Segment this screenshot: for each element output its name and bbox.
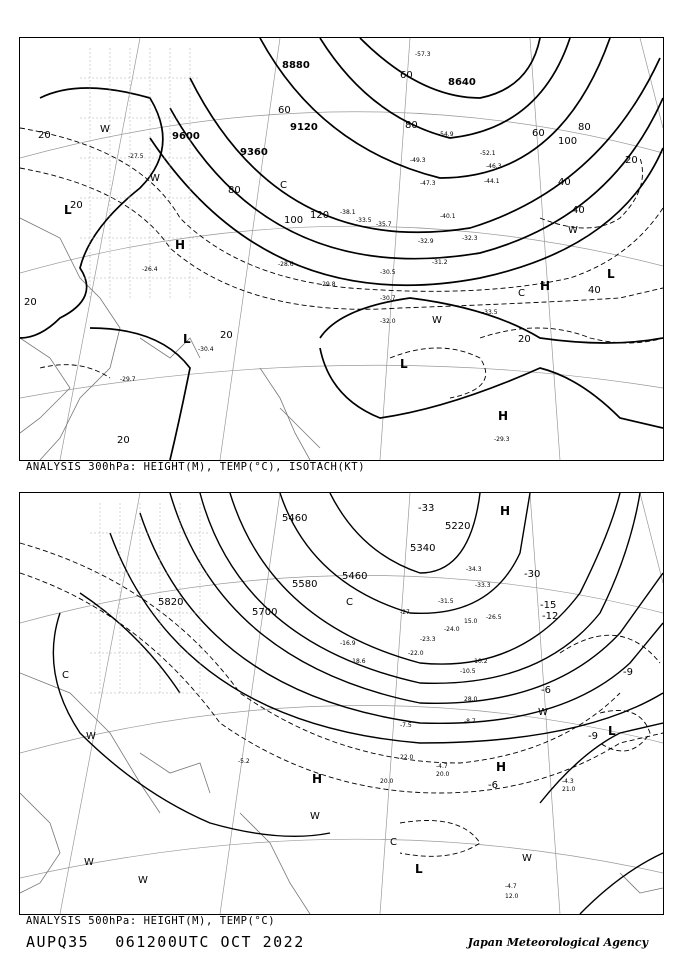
temperature-label: -30.5 <box>380 269 396 276</box>
temperature-label: -27 <box>400 609 410 616</box>
warm-center: W <box>100 124 110 135</box>
isotach-label: 20 <box>24 297 37 308</box>
cold-center: C <box>62 670 69 681</box>
pressure-centers <box>62 504 616 886</box>
height-contours <box>20 38 663 460</box>
isotach-contours <box>20 128 663 398</box>
coastlines <box>20 673 663 914</box>
map-500hpa <box>19 492 664 915</box>
temperature-label: -6 <box>488 780 498 791</box>
height-label: 8640 <box>448 77 476 88</box>
cold-center: C <box>280 180 287 191</box>
temperature-label: -57.3 <box>415 51 431 58</box>
height-label: 9360 <box>240 147 268 158</box>
temperature-label: -24.0 <box>444 626 460 633</box>
temperature-label: -28.6 <box>278 261 294 268</box>
isotach-label: 40 <box>558 177 571 188</box>
isotach-label: 20 <box>117 435 130 446</box>
temperature-label: -23.3 <box>420 636 436 643</box>
temperature-label: -32.3 <box>462 235 478 242</box>
isotach-label: 120 <box>310 210 330 221</box>
temperature-label: -8.7 <box>464 718 476 725</box>
temperature-label: -49.3 <box>410 157 426 164</box>
temperature-label: -54.9 <box>438 131 454 138</box>
warm-center: W <box>86 731 96 742</box>
isotach-label: 80 <box>228 185 241 196</box>
high-pressure-center: H <box>498 409 509 423</box>
height-label: 5580 <box>292 579 318 590</box>
temperature-label: -31.2 <box>432 259 448 266</box>
warm-center: W <box>538 707 548 718</box>
dewpoint-label: 28.0 <box>464 696 478 703</box>
high-pressure-center: H <box>500 504 511 518</box>
temperature-label: -10.5 <box>460 668 476 675</box>
isotach-label: 20 <box>625 155 638 166</box>
map-500hpa-canvas <box>20 493 663 914</box>
warm-center: W <box>138 875 148 886</box>
low-pressure-center: L <box>607 267 615 281</box>
cold-center: C <box>518 288 525 299</box>
map-300hpa-canvas <box>20 38 663 460</box>
cold-center: C <box>390 837 397 848</box>
dewpoint-label: 15.0 <box>464 618 478 625</box>
height-label: 5700 <box>252 607 278 618</box>
caption-300hpa: ANALYSIS 300hPa: HEIGHT(M), TEMP(°C), ISOTACH(KT) <box>26 461 366 473</box>
temperature-label: -33 <box>418 503 435 514</box>
temperature-label: -30 <box>524 569 541 580</box>
height-label: 5460 <box>282 513 308 524</box>
temperature-label: -4.3 <box>562 778 574 785</box>
graticule <box>20 493 663 914</box>
temperature-label: -33.3 <box>475 582 491 589</box>
pressure-centers <box>64 124 615 423</box>
temperature-label: -26.5 <box>486 614 502 621</box>
isotach-label: 20 <box>70 200 83 211</box>
temperature-label: -32.0 <box>380 318 396 325</box>
temperature-label: -26.4 <box>142 266 158 273</box>
isotach-label: 40 <box>588 285 601 296</box>
temperature-label: -16.9 <box>340 640 356 647</box>
dewpoint-label: 22.0 <box>400 754 414 761</box>
temperature-label: -32.9 <box>418 238 434 245</box>
isotach-label: 20 <box>38 130 51 141</box>
temperature-contours <box>20 543 663 856</box>
product-code: AUPQ35 <box>26 933 90 951</box>
footer-product-line <box>26 933 331 951</box>
dewpoint-label: 20.0 <box>436 771 450 778</box>
height-label: 8880 <box>282 60 310 71</box>
temperature-label: -27.5 <box>128 153 144 160</box>
temperature-label: -30.7 <box>380 295 396 302</box>
isotach-label: 20 <box>518 334 531 345</box>
temperature-label: -4.7 <box>436 763 448 770</box>
temperature-labels <box>238 503 633 890</box>
dewpoint-label: 21.0 <box>562 786 576 793</box>
height-labels <box>158 513 470 618</box>
temperature-label: -34.3 <box>466 566 482 573</box>
low-pressure-center: L <box>400 357 408 371</box>
temperature-label: -38.1 <box>340 209 356 216</box>
temperature-label: -29.8 <box>320 281 336 288</box>
temperature-label: -33.5 <box>356 217 372 224</box>
temperature-label: -7.5 <box>400 722 412 729</box>
high-pressure-center: H <box>175 238 186 252</box>
map-300hpa <box>19 37 664 461</box>
temperature-label: -10.2 <box>472 658 488 665</box>
low-pressure-center: L <box>608 724 616 738</box>
height-label: 5460 <box>342 571 368 582</box>
temperature-label: -44.1 <box>484 178 500 185</box>
temperature-label: -4.7 <box>505 883 517 890</box>
temperature-label: -5.2 <box>238 758 250 765</box>
temperature-label: -52.1 <box>480 150 496 157</box>
isotach-label: 60 <box>278 105 291 116</box>
dewpoint-label: 20.0 <box>380 778 394 785</box>
dewpoint-label: 12.0 <box>505 893 519 900</box>
low-pressure-center: L <box>183 332 191 346</box>
high-pressure-center: H <box>540 279 551 293</box>
high-pressure-center: H <box>496 760 507 774</box>
temperature-label: -30.4 <box>198 346 214 353</box>
warm-center: W <box>310 811 320 822</box>
warm-center: W <box>522 853 532 864</box>
height-label: 5820 <box>158 597 184 608</box>
temperature-label: -6 <box>541 685 551 696</box>
height-label: 5220 <box>445 521 471 532</box>
high-pressure-center: H <box>312 772 323 786</box>
temperature-label: -33.5 <box>482 309 498 316</box>
warm-center: W <box>84 857 94 868</box>
agency-name: Japan Meteorological Agency <box>467 936 648 949</box>
isotach-label: 100 <box>558 136 578 147</box>
cold-center: C <box>346 597 353 608</box>
height-label: 9600 <box>172 131 200 142</box>
temperature-label: -29.3 <box>494 436 510 443</box>
warm-center: W <box>432 315 442 326</box>
temperature-label: -18.6 <box>350 658 366 665</box>
low-pressure-center: L <box>415 862 423 876</box>
height-contours <box>53 493 663 914</box>
isotach-label: 20 <box>220 330 233 341</box>
isotach-label: 100 <box>284 215 304 226</box>
warm-center: W <box>568 225 578 236</box>
temperature-label: -9 <box>623 667 633 678</box>
temperature-label: -40.1 <box>440 213 456 220</box>
valid-datetime: 061200UTC OCT 2022 <box>115 933 305 951</box>
isotach-label: 80 <box>405 120 418 131</box>
temperature-label: -12 <box>542 611 559 622</box>
isotach-label: 80 <box>578 122 591 133</box>
temperature-label: -22.0 <box>408 650 424 657</box>
temperature-label: -31.5 <box>438 598 454 605</box>
temperature-label: -35.7 <box>376 221 392 228</box>
warm-center: W <box>150 173 160 184</box>
low-pressure-center: L <box>64 203 72 217</box>
temperature-label: -47.3 <box>420 180 436 187</box>
observation-grid <box>90 503 210 693</box>
caption-500hpa: ANALYSIS 500hPa: HEIGHT(M), TEMP(°C) <box>26 915 276 927</box>
temperature-label: -29.7 <box>120 376 136 383</box>
height-label: 5340 <box>410 543 436 554</box>
temperature-label: -46.3 <box>486 163 502 170</box>
temperature-label: -9 <box>588 731 598 742</box>
isotach-label: 60 <box>400 70 413 81</box>
height-labels <box>172 60 476 158</box>
temperature-label: -15 <box>540 600 557 611</box>
height-label: 9120 <box>290 122 318 133</box>
isotach-label: 60 <box>532 128 545 139</box>
isotach-label: 40 <box>572 205 585 216</box>
